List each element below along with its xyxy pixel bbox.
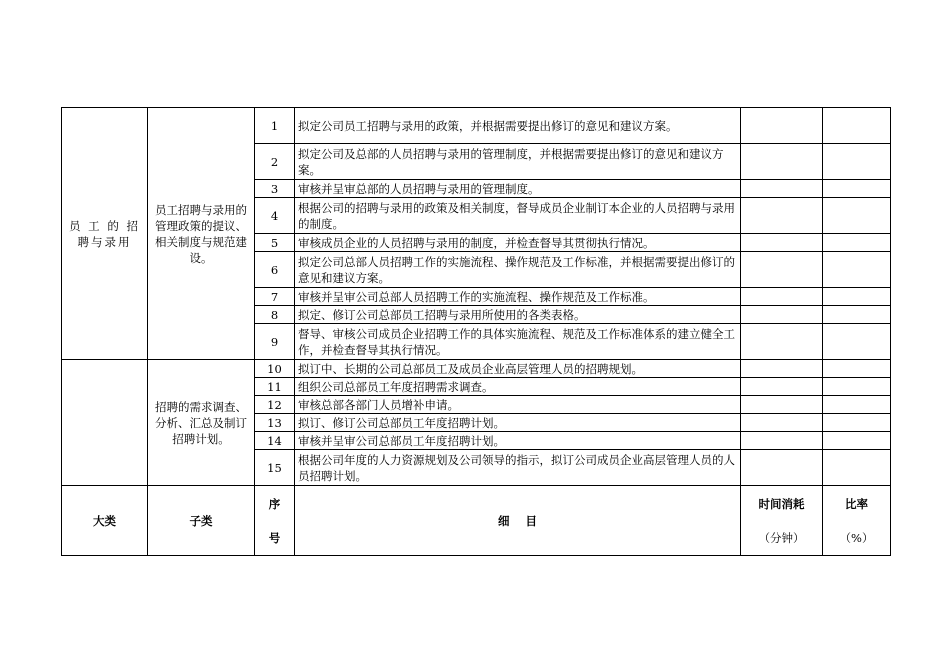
ratio-cell [823, 252, 891, 288]
header-subcategory: 子类 [148, 486, 255, 556]
header-ratio-top: 比率 [845, 496, 868, 511]
category-cell [62, 108, 148, 360]
detail-cell: 督导、审核公司成员企业招聘工作的具体实施流程、规范及工作标准体系的建立健全工作，并检查督导其执行情况。 [295, 324, 741, 360]
time-cell [741, 144, 823, 180]
detail-cell: 拟定公司员工招聘与录用的政策，并根据需要提出修订的意见和建议方案。 [295, 108, 741, 144]
ratio-cell [823, 306, 891, 324]
header-time-top: 时间消耗 [758, 496, 805, 511]
detail-cell: 拟定公司总部人员招聘工作的实施流程、操作规范及工作标准，并根据需要提出修订的意见和建议方案。 [295, 252, 741, 288]
subcategory-label: 招聘的需求调查、分析、汇总及制订招聘计划。 [155, 399, 247, 446]
ratio-cell [823, 432, 891, 450]
ratio-cell [823, 144, 891, 180]
detail-cell: 组织公司总部员工年度招聘需求调查。 [295, 378, 741, 396]
seq-cell: 12 [255, 396, 295, 414]
header-time-unit: （分钟） [758, 530, 805, 545]
time-cell [741, 360, 823, 378]
time-cell [741, 288, 823, 306]
detail-cell: 拟定公司及总部的人员招聘与录用的管理制度，并根据需要提出修订的意见和建议方案。 [295, 144, 741, 180]
seq-cell: 4 [255, 198, 295, 234]
detail-cell: 根据公司年度的人力资源规划及公司领导的指示，拟订公司成员企业高层管理人员的人员招聘计划。 [295, 450, 741, 486]
seq-cell: 1 [255, 108, 295, 144]
time-cell [741, 306, 823, 324]
header-ratio-unit: （%） [839, 530, 874, 545]
ratio-cell [823, 450, 891, 486]
time-cell [741, 108, 823, 144]
category-label: 员 工 的 招 聘与录用 [69, 218, 140, 249]
subcategory-label: 员工招聘与录用的管理政策的提议、相关制度与规范建设。 [155, 202, 247, 265]
time-cell [741, 414, 823, 432]
job-duty-table [61, 107, 891, 556]
ratio-cell [823, 324, 891, 360]
category-cell-empty [62, 360, 148, 486]
seq-cell: 6 [255, 252, 295, 288]
time-cell [741, 180, 823, 198]
header-seq-bottom: 号 [268, 530, 281, 545]
ratio-cell [823, 180, 891, 198]
time-cell [741, 234, 823, 252]
ratio-cell [823, 360, 891, 378]
time-cell [741, 432, 823, 450]
seq-cell: 2 [255, 144, 295, 180]
time-cell [741, 378, 823, 396]
detail-cell: 审核并呈审总部的人员招聘与录用的管理制度。 [295, 180, 741, 198]
detail-cell: 拟订、修订公司总部员工年度招聘计划。 [295, 414, 741, 432]
ratio-cell [823, 396, 891, 414]
time-cell [741, 396, 823, 414]
ratio-cell [823, 414, 891, 432]
time-cell [741, 198, 823, 234]
seq-cell: 8 [255, 306, 295, 324]
ratio-cell [823, 288, 891, 306]
seq-cell: 13 [255, 414, 295, 432]
detail-cell: 根据公司的招聘与录用的政策及相关制度，督导成员企业制订本企业的人员招聘与录用的制度。 [295, 198, 741, 234]
seq-cell: 11 [255, 378, 295, 396]
seq-cell: 5 [255, 234, 295, 252]
detail-cell: 审核成员企业的人员招聘与录用的制度，并检查督导其贯彻执行情况。 [295, 234, 741, 252]
subcategory-cell-2 [148, 360, 255, 486]
ratio-cell [823, 108, 891, 144]
seq-cell: 14 [255, 432, 295, 450]
seq-cell: 10 [255, 360, 295, 378]
header-detail: 细 目 [295, 486, 741, 556]
subcategory-cell-1 [148, 108, 255, 360]
header-category: 大类 [62, 486, 148, 556]
time-cell [741, 324, 823, 360]
time-cell [741, 252, 823, 288]
detail-cell: 审核并呈审公司总部人员招聘工作的实施流程、操作规范及工作标准。 [295, 288, 741, 306]
ratio-cell [823, 234, 891, 252]
header-time [741, 486, 823, 556]
seq-cell: 15 [255, 450, 295, 486]
ratio-cell [823, 378, 891, 396]
header-seq [255, 486, 295, 556]
header-seq-top: 序 [268, 496, 281, 511]
header-ratio [823, 486, 891, 556]
time-cell [741, 450, 823, 486]
seq-cell: 7 [255, 288, 295, 306]
detail-cell: 审核总部各部门人员增补申请。 [295, 396, 741, 414]
ratio-cell [823, 198, 891, 234]
seq-cell: 3 [255, 180, 295, 198]
seq-cell: 9 [255, 324, 295, 360]
detail-cell: 审核并呈审公司总部员工年度招聘计划。 [295, 432, 741, 450]
detail-cell: 拟订中、长期的公司总部员工及成员企业高层管理人员的招聘规划。 [295, 360, 741, 378]
detail-cell: 拟定、修订公司总部员工招聘与录用所使用的各类表格。 [295, 306, 741, 324]
